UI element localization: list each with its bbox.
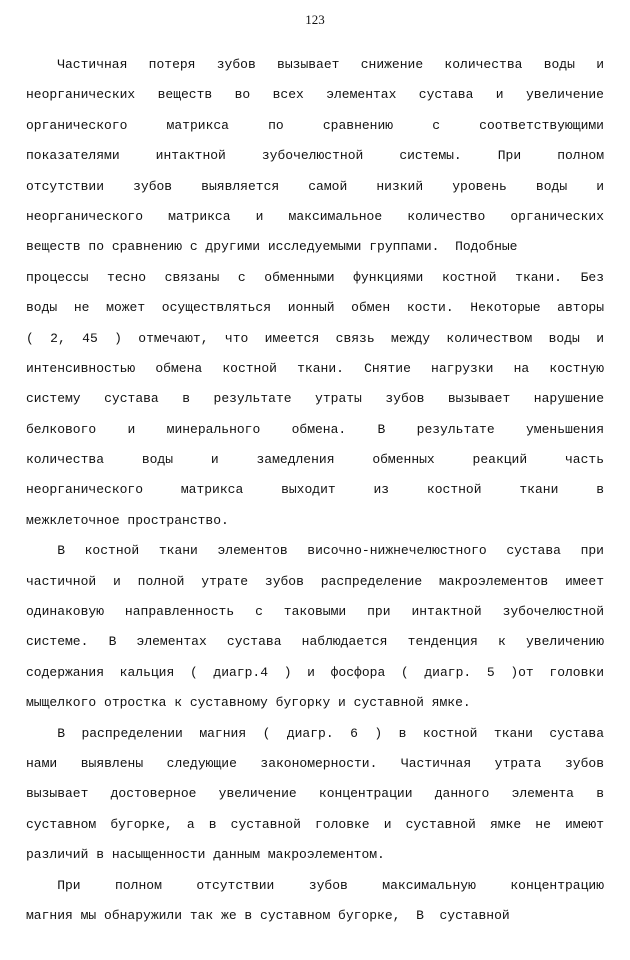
- text-line: нами выявлены следующие закономерности. Частичная утрата зубов: [26, 755, 604, 771]
- text-line: отсутствии зубов выявляется самой низкий уровень воды и: [26, 178, 604, 194]
- text-line: различий в насыщенности данным макроэлементом.: [26, 847, 385, 863]
- text-line: В распределении магния ( диагр. 6 ) в костной ткани сустава: [57, 725, 604, 741]
- text-line: системе. В элементах сустава наблюдается тенденция к увеличению: [26, 634, 604, 650]
- text-line: одинаковую направленность с таковыми при интактной зубочелюстной: [26, 604, 604, 620]
- text-line: мыщелкого отростка к суставному бугорку и суставной ямке.: [26, 695, 471, 711]
- text-line: магния мы обнаружили так же в суставном бугорке, В суставной: [26, 907, 510, 923]
- text-line: межклеточное пространство.: [26, 512, 229, 528]
- text-line: неорганического матрикса выходит из костной ткани в: [26, 482, 604, 498]
- text-line: неорганических веществ во всех элементах сустава и увеличение: [26, 87, 604, 103]
- text-line: систему сустава в результате утраты зубов вызывает нарушение: [26, 391, 604, 407]
- text-line: вызывает достоверное увеличение концентрации данного элемента в: [26, 786, 604, 802]
- text-line: процессы тесно связаны с обменными функциями костной ткани. Без: [26, 269, 604, 285]
- text-line: содержания кальция ( диагр.4 ) и фосфора ( диагр. 5 )от головки: [26, 664, 604, 680]
- text-line: ( 2, 45 ) отмечают, что имеется связь между количеством воды и: [26, 330, 604, 346]
- text-line: Частичная потеря зубов вызывает снижение количества воды и: [57, 57, 604, 72]
- text-line: воды не может осуществляться ионный обмен кости. Некоторые авторы: [26, 300, 604, 316]
- text-line: белкового и минерального обмена. В результате уменьшения: [26, 421, 604, 437]
- body-text: [26, 50, 604, 931]
- text-line: В костной ткани элементов височно-нижнечелюстного сустава при: [57, 543, 604, 559]
- text-line: При полном отсутствии зубов максимальную концентрацию: [57, 877, 604, 893]
- text-line: суставном бугорке, а в суставной головке и суставной ямке не имеют: [26, 816, 604, 832]
- text-line: количества воды и замедления обменных реакций часть: [26, 452, 604, 468]
- text-line: органического матрикса по сравнению с соответствующими: [26, 117, 604, 133]
- text-line: показателями интактной зубочелюстной системы. При полном: [26, 148, 604, 164]
- text-line: частичной и полной утрате зубов распределение макроэлементов имеет: [26, 573, 604, 589]
- text-line: интенсивностью обмена костной ткани. Снятие нагрузки на костную: [26, 360, 604, 376]
- text-line: веществ по сравнению с другими исследуемыми группами. Подобные: [26, 239, 518, 255]
- page-number: 123: [305, 12, 325, 27]
- text-line: неорганического матрикса и максимальное количество органических: [26, 208, 604, 224]
